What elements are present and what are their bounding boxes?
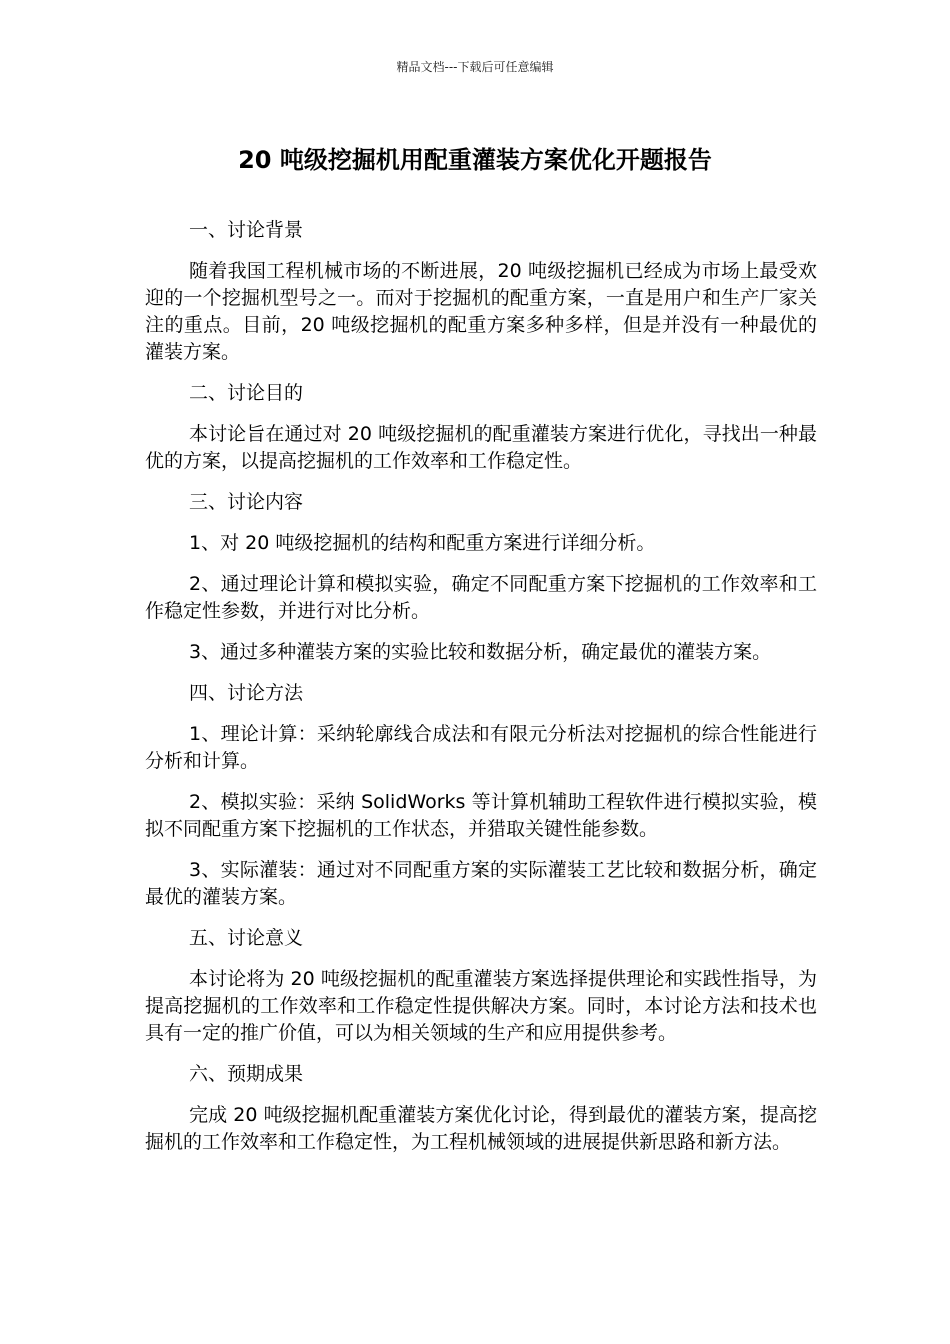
section-heading-method: 四、讨论方法 (189, 682, 304, 704)
paragraph-method-3: 3、实际灌装：通过对不同配重方案的实际灌装工艺比较和数据分析，确定最优的灌装方案。 (145, 859, 817, 908)
header-note: 精品文档---下载后可任意编辑 (396, 60, 554, 74)
section-heading-content: 三、讨论内容 (189, 491, 304, 513)
section-heading-outcomes: 六、预期成果 (189, 1063, 304, 1085)
paragraph-background: 随着我国工程机械市场的不断进展，20 吨级挖掘机已经成为市场上最受欢迎的一个挖掘机型号之一。而对于挖掘机的配重方案，一直是用户和生产厂家关注的重点。目前，20 吨级挖掘机的配重方案多种多样，但是并没有一种最优的灌装方案。 (145, 260, 817, 363)
document-body (145, 217, 817, 1156)
paragraph-content-1: 1、对 20 吨级挖掘机的结构和配重方案进行详细分析。 (189, 532, 656, 554)
paragraph-method-1: 1、理论计算：采纳轮廓线合成法和有限元分析法对挖掘机的综合性能进行分析和计算。 (145, 723, 817, 772)
paragraph-purpose: 本讨论旨在通过对 20 吨级挖掘机的配重灌装方案进行优化，寻找出一种最优的方案，以提高挖掘机的工作效率和工作稳定性。 (145, 423, 817, 472)
paragraph-content-3: 3、通过多种灌装方案的实验比较和数据分析，确定最优的灌装方案。 (189, 641, 772, 663)
paragraph-outcomes: 完成 20 吨级挖掘机配重灌装方案优化讨论，得到最优的灌装方案，提高挖掘机的工作效率和工作稳定性，为工程机械领域的进展提供新思路和新方法。 (145, 1104, 817, 1153)
section-heading-background: 一、讨论背景 (189, 219, 304, 241)
section-heading-significance: 五、讨论意义 (189, 927, 304, 949)
paragraph-significance: 本讨论将为 20 吨级挖掘机的配重灌装方案选择提供理论和实践性指导，为提高挖掘机的工作效率和工作稳定性提供解决方案。同时，本讨论方法和技术也具有一定的推广价值，可以为相关领域的生产和应用提供参考。 (145, 968, 817, 1044)
document-title: 20 吨级挖掘机用配重灌装方案优化开题报告 (238, 146, 712, 174)
paragraph-content-2: 2、通过理论计算和模拟实验，确定不同配重方案下挖掘机的工作效率和工作稳定性参数，并进行对比分析。 (145, 573, 817, 622)
paragraph-method-2: 2、模拟实验：采纳 SolidWorks 等计算机辅助工程软件进行模拟实验，模拟不同配重方案下挖掘机的工作状态，并猎取关键性能参数。 (145, 791, 817, 840)
section-heading-purpose: 二、讨论目的 (189, 382, 304, 404)
